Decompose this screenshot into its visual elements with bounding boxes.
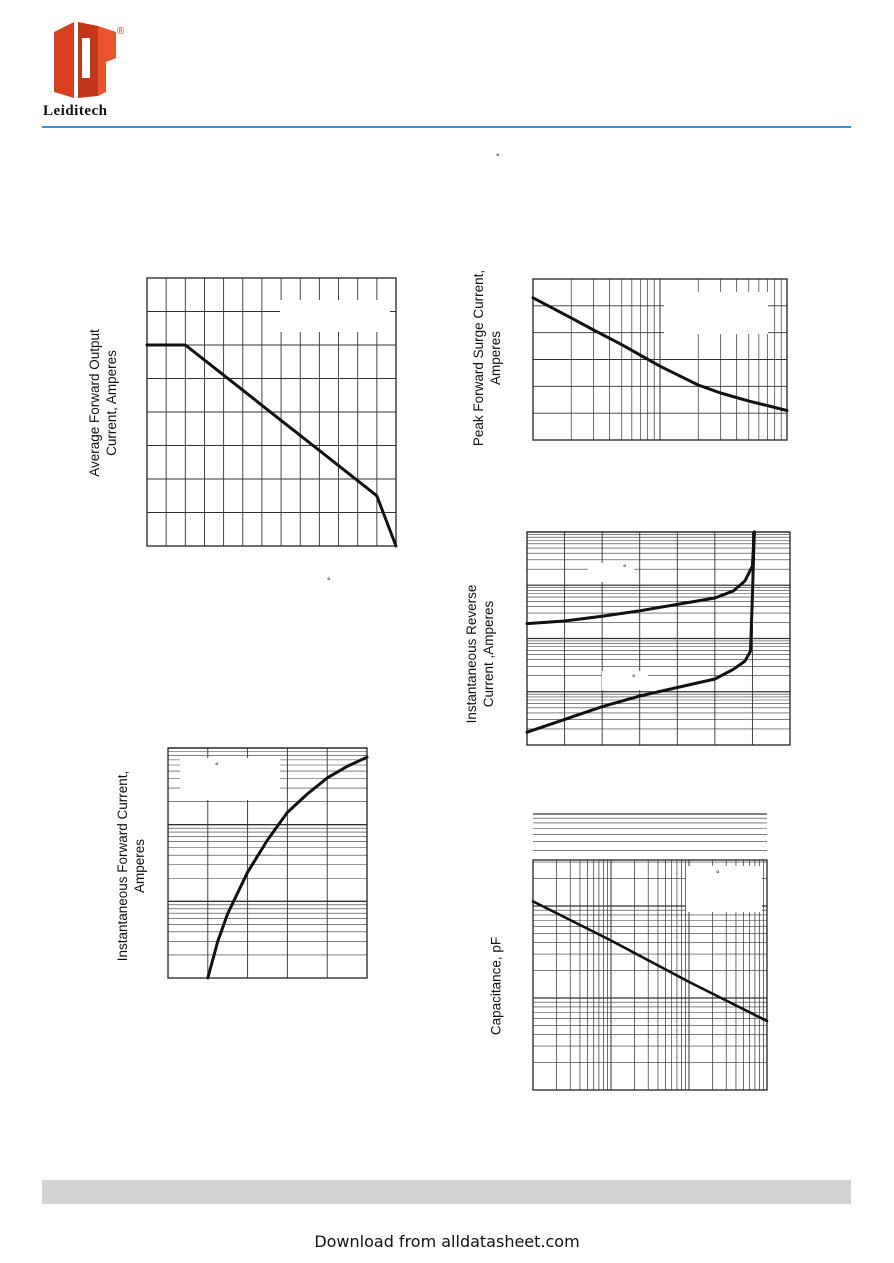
data-point — [766, 1020, 768, 1022]
degree-mark: ° — [632, 673, 636, 683]
degree-mark: ° — [496, 152, 500, 162]
degree-mark: ° — [327, 576, 331, 586]
data-point — [688, 981, 690, 983]
degree-mark: ° — [215, 761, 219, 771]
legend-box — [686, 866, 762, 912]
data-point — [532, 901, 534, 903]
chart4-ylabel: Instantaneous Forward Current, Amperes — [115, 770, 147, 962]
chart5-ylabel: Capacitance, pF — [488, 936, 504, 1036]
brand-name: Leiditech — [43, 103, 108, 119]
footer-bar — [42, 1180, 851, 1204]
registered-mark: ® — [117, 26, 125, 37]
degree-mark: ° — [623, 563, 627, 573]
data-point — [610, 940, 612, 942]
download-link[interactable]: Download from alldatasheet.com — [314, 1232, 580, 1251]
chart2-ylabel: Peak Forward Surge Current, Amperes — [471, 269, 503, 447]
chart1-ylabel: Average Forward Output Current, Amperes — [87, 329, 119, 477]
chart3-ylabel: Instantaneous Reverse Current ,Amperes — [464, 584, 496, 724]
degree-mark: ° — [716, 869, 720, 879]
